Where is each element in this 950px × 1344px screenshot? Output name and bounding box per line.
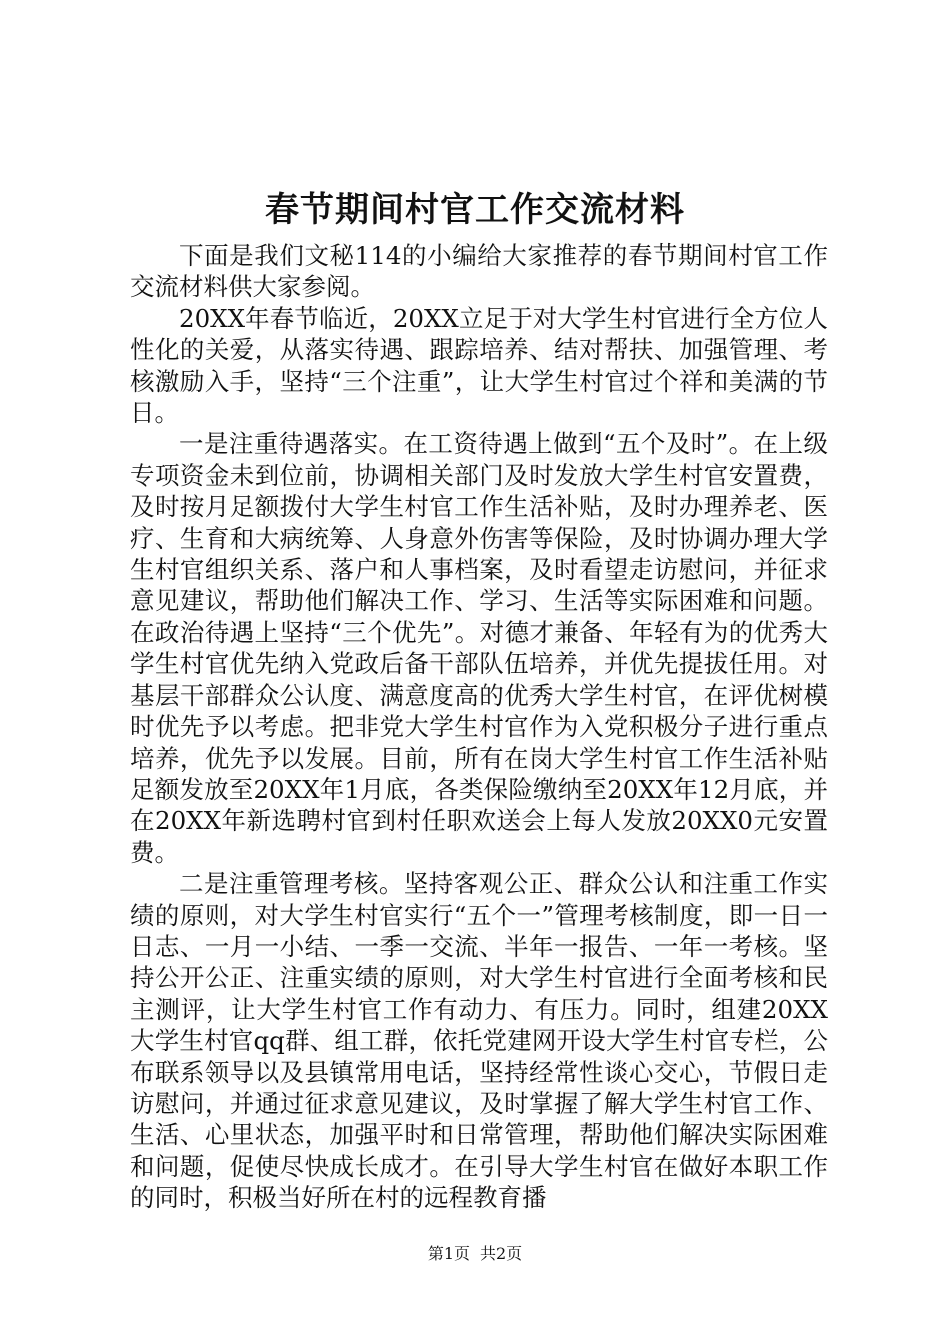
page-number: 第1页 (427, 1244, 470, 1263)
paragraph-management: 二是注重管理考核。坚持客观公正、群众公认和注重工作实绩的原则，对大学生村官实行“五个一”管理考核制度，即一日一日志、一月一小结、一季一交流、半年一报告、一年一考核。坚持公开公正、注重实绩的原则，对大学生村官进行全面考核和民主测评，让大学生村官工作有动力、有压力。同时，组建20XX大学生村官qq群、组工群，依托党建网开设大学生村官专栏，公布联系领导以及县镇常用电话，坚持经常性谈心交心，节假日走访慰问，并通过征求意见建议，及时掌握了解大学生村官工作、生活、心里状态，加强平时和日常管理，帮助他们解决实际困难和问题，促使尽快成长成才。在引导大学生村官在做好本职工作的同时，积极当好所在村的远程教育播 (130, 869, 828, 1213)
paragraph-intro: 下面是我们文秘114的小编给大家推荐的春节期间村官工作交流材料供大家参阅。 (130, 241, 828, 302)
document-body (130, 240, 828, 1214)
paragraph-benefits: 一是注重待遇落实。在工资待遇上做到“五个及时”。在上级专项资金未到位前，协调相关部门及时发放大学生村官安置费，及时按月足额拨付大学生村官工作生活补贴，及时办理养老、医疗、生育和大病统筹、人身意外伤害等保险，及时协调办理大学生村官组织关系、落户和人事档案，及时看望走访慰问，并征求意见建议，帮助他们解决工作、学习、生活等实际困难和问题。在政治待遇上坚持“三个优先”。对德才兼备、年轻有为的优秀大学生村官优先纳入党政后备干部队伍培养，并优先提拔任用。对基层干部群众公认度、满意度高的优秀大学生村官，在评优树模时优先予以考虑。把非党大学生村官作为入党积极分子进行重点培养，优先予以发展。目前，所有在岗大学生村官工作生活补贴足额发放至20XX年1月底，各类保险缴纳至20XX年12月底，并在20XX年新选聘村官到村任职欢送会上每人发放20XX0元安置费。 (130, 429, 828, 867)
page-footer (0, 1243, 950, 1265)
document-title: 春节期间村官工作交流材料 (265, 190, 685, 230)
page-total: 共2页 (480, 1244, 523, 1263)
paragraph-overview: 20XX年春节临近，20XX立足于对大学生村官进行全方位人性化的关爱，从落实待遇、跟踪培养、结对帮扶、加强管理、考核激励入手，坚持“三个注重”，让大学生村官过个祥和美满的节日。 (130, 303, 828, 428)
